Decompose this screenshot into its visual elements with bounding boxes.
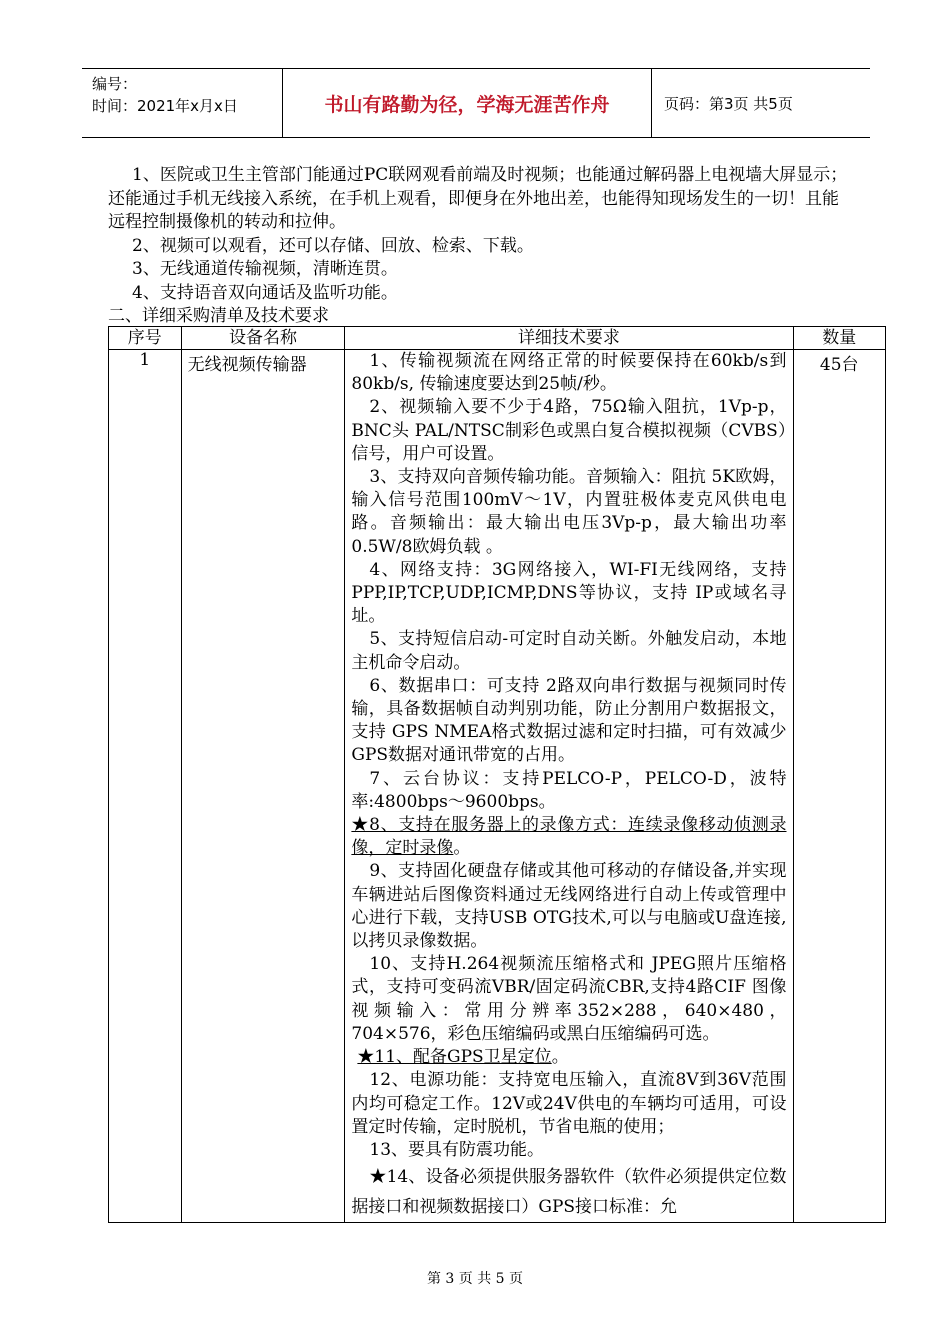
intro-item-3: 3、无线通道传输视频，清晰连贯。 — [132, 259, 398, 279]
doc-date: 时间：2021年x月x日 — [92, 97, 238, 115]
intro-item-4: 4、支持语音双向通话及监听功能。 — [132, 282, 398, 303]
table-row — [109, 350, 886, 1223]
spec-item-4: 4、网络支持：3G网络接入，WI-FI无线网络，支持 PPP,IP,TCP,UDP,ICMP,DNS等协议，支持 IP或域名寻址。 — [351, 559, 787, 627]
row-quantity: 45台 — [793, 350, 886, 1223]
spec-item-9: 9、支持固化硬盘存储或其他可移动的存储设备,并实现车辆进站后图像资料通过无线网络进行自动上传或管理中心进行下载，支持USB OTG技术,可以与电脑或U盘连接,以拷贝录像数据。 — [351, 861, 787, 952]
header-meta — [82, 69, 282, 137]
spec-item-12: 12、电源功能：支持宽电压输入，直流8V到36V范围内均可稳定工作。12V或24V供电的车辆均可适用，可设置定时传输，定时脱机，节省电瓶的使用； — [351, 1070, 787, 1137]
spec-item-5: 5、支持短信启动-可定时自动关断。外触发启动，本地主机命令启动。 — [351, 629, 787, 673]
row-specs — [345, 350, 793, 1223]
page-footer: 第 3 页 共 5 页 — [426, 1271, 524, 1287]
spec-item-10: 10、支持H.264视频流压缩格式和 JPEG照片压缩格式，支持可变码流VBR/固定码流CBR,支持4路CIF 图像视频输入：常用分辨率352×288，640×480，704×576，彩色压缩编码或黑白压缩编码可选。 — [351, 954, 787, 1044]
spec-item-8-tail: 。 — [453, 838, 471, 859]
spec-item-11-text: ★11、配备GPS卫星定位 — [357, 1047, 552, 1068]
row-index: 1 — [109, 350, 182, 1223]
col-header-name: 设备名称 — [181, 327, 345, 350]
col-header-quantity: 数量 — [793, 327, 886, 350]
spec-item-2: 2、视频输入要不少于4路，75Ω输入阻抗，1Vp-p，BNC头 PAL/NTSC制彩色或黑白复合模拟视频（CVBS）信号，用户可设置。 — [351, 397, 787, 464]
spec-item-8-text: ★8、支持在服务器上的录像方式：连续录像移动侦测录像，定时录像 — [351, 815, 787, 859]
row-device-name: 无线视频传输器 — [181, 350, 345, 1223]
intro-item-2: 2、视频可以观看，还可以存储、回放、检索、下载。 — [132, 235, 534, 256]
spec-item-1: 1、传输视频流在网络正常的时候要保持在60kb/s到80kb/s, 传输速度要达到25帧/秒。 — [351, 351, 787, 395]
header-motto: 书山有路勤为径，学海无涯苦作舟 — [282, 69, 652, 137]
intro-section — [108, 164, 848, 329]
header-page-info: 页码：第3页 共5页 — [664, 94, 793, 113]
spec-item-13: 13、要具有防震功能。 — [369, 1139, 545, 1160]
col-header-specs: 详细技术要求 — [345, 327, 793, 350]
col-header-index: 序号 — [109, 327, 182, 350]
doc-number-label: 编号： — [92, 75, 138, 93]
intro-item-1: 1、医院或卫生主管部门能通过PC联网观看前端及时视频；也能通过解码器上电视墙大屏显示；还能通过手机无线接入系统，在手机上观看，即便身在外地出差，也能得知现场发生的一切！且能远程控制摄像机的转动和拉伸。 — [108, 165, 848, 232]
spec-item-14: ★14、设备必须提供服务器软件（软件必须提供定位数据接口和视频数据接口）GPS接口标准：允 — [351, 1167, 787, 1218]
table-header-row — [109, 327, 886, 350]
procurement-table — [108, 326, 886, 1223]
spec-item-8 — [351, 814, 786, 860]
spec-item-7: 7、云台协议：支持PELCO-P，PELCO-D，波特率:4800bps～9600bps。 — [351, 768, 787, 812]
spec-item-11 — [351, 1046, 786, 1069]
section-title: 二、详细采购清单及技术要求 — [108, 306, 329, 326]
spec-item-6: 6、数据串口：可支持 2路双向串行数据与视频同时传输，具备数据帧自动判别功能，防止分割用户数据报文，支持 GPS NMEA格式数据过滤和定时扫描，可有效减少 GPS数据对通讯带宽的占用。 — [351, 675, 787, 766]
spec-item-11-tail: 。 — [551, 1047, 569, 1068]
page-header — [82, 68, 870, 138]
spec-item-3: 3、支持双向音频传输功能。音频输入：阻抗 5K欧姆，输入信号范围100mV～1V，内置驻极体麦克风供电电路。音频输出：最大输出电压3Vp-p，最大输出功率 0.5W/8欧姆负载 。 — [351, 467, 787, 557]
